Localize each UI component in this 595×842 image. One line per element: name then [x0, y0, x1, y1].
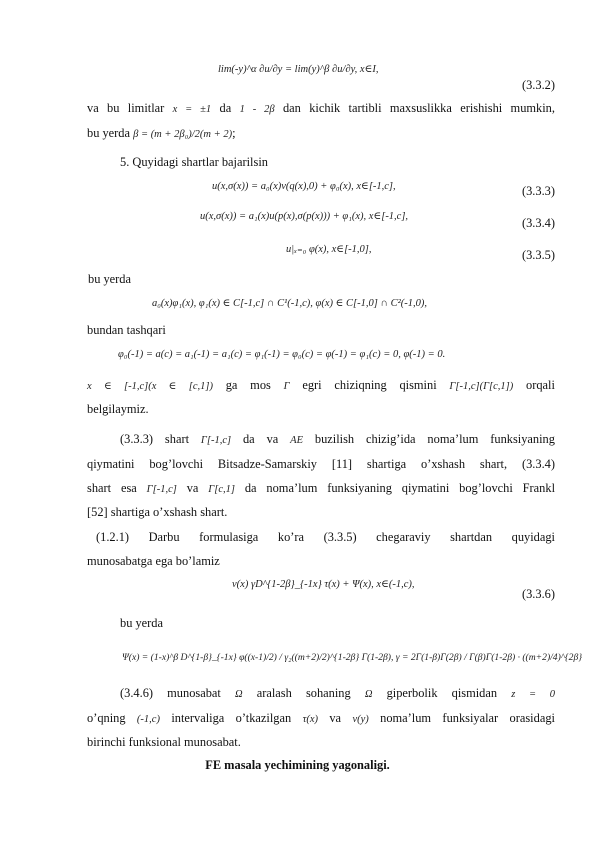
- psi-gamma-formula: Ψ(x) = (1-x)^β D^{1-β}_{-1x} φ((x-1)/2) / γ₂((m+2)/2)^{1-2β} Γ(1-2β), γ = 2Γ(1-β)Γ(2β) / Γ(β)Γ(1-2β) · ((m+2)/4)^{2β}: [122, 652, 583, 663]
- paragraph-line: (3.3.3) shart Γ[-1,c] da va AE buzilish chizig’ida noma’lum funksiyaning: [120, 432, 555, 446]
- bu-yerda-label: bu yerda: [88, 272, 132, 286]
- equation-3-3-3: u(x,σ(x)) = a₀(x)v(q(x),0) + φ₀(x), x∈[-1,c],: [212, 181, 396, 192]
- paragraph-line: birinchi funksional munosabat.: [87, 735, 241, 749]
- paragraph-line: belgilaymiz.: [87, 402, 149, 416]
- paragraph-line: x ∈ [-1,c](x ∈ [c,1]) ga mos Γ egri chiziqning qismini Γ[-1,c](Γ[c,1]) orqali: [87, 378, 555, 392]
- equation-number-3-3-3: (3.3.3): [521, 184, 555, 198]
- equation-3-3-5: u|ₓ₌₀ φ(x), x∈[-1,0],: [286, 244, 372, 255]
- item-heading: 5. Quyidagi shartlar bajarilsin: [120, 155, 268, 169]
- paragraph-line: (3.4.6) munosabat Ω aralash sohaning Ω giperbolik qismidan z = 0: [120, 686, 555, 700]
- equation-3-3-4: u(x,σ(x)) = a₁(x)u(p(x),σ(p(x))) + φ₁(x), x∈[-1,c],: [200, 211, 409, 222]
- equation-number-3-3-6: (3.3.6): [521, 587, 555, 601]
- paragraph-line: o’qning (-1,c) intervaliga o’tkazilgan τ(x) va v(y) noma’lum funksiyalar orasidagi: [87, 711, 555, 725]
- smoothness-conditions: a₀(x)φ₁(x), φ₁(x) ∈ C[-1,c] ∩ C¹(-1,c), φ(x) ∈ C[-1,0] ∩ C²(-1,0),: [152, 298, 428, 309]
- paragraph-line: munosabatga ega bo’lamiz: [87, 554, 220, 568]
- section-title: FE masala yechimining yagonaligi.: [205, 758, 390, 772]
- paragraph-line: qiymatini bog’lovchi Bitsadze-Samarskiy [11] shartiga o’xshash shart, (3.3.4): [87, 457, 555, 471]
- equation-number-3-3-2: (3.3.2): [521, 78, 555, 92]
- paragraph-line: va bu limitlar x = ±1 da 1 - 2β dan kichik tartibli maxsuslikka erishishi mumkin,: [87, 101, 555, 115]
- paragraph-line: bu yerda β = (m + 2β₀)/2(m + 2);: [87, 126, 236, 140]
- paragraph-line: shart esa Γ[-1,c] va Γ[c,1] da noma’lum funksiyaning qiymatini bog’lovchi Frankl: [87, 481, 556, 495]
- equation-3-3-2: lim(-y)^α ∂u/∂y = lim(y)^β ∂u/∂y, x∈I,: [218, 64, 379, 75]
- equation-number-3-3-4: (3.3.4): [521, 216, 555, 230]
- equation-number-3-3-5: (3.3.5): [521, 248, 555, 262]
- bundan-tashqari-label: bundan tashqari: [87, 323, 166, 337]
- paragraph-line: [52] shartiga o’xshash shart.: [87, 505, 228, 519]
- bu-yerda-label: bu yerda: [120, 616, 164, 630]
- equation-3-3-6: v(x) γD^{1-2β}_{-1x} τ(x) + Ψ(x), x∈(-1,c),: [232, 579, 415, 590]
- paragraph-line: (1.2.1) Darbu formulasiga ko’ra (3.3.5) chegaraviy shartdan quyidagi: [96, 530, 555, 544]
- boundary-equalities: φ₀(-1) = a(c) = a₁(-1) = a₁(c) = φ₁(-1) = φ₀(c) = φ(-1) = φ₁(c) = 0, φ(-1) = 0.: [118, 349, 446, 360]
